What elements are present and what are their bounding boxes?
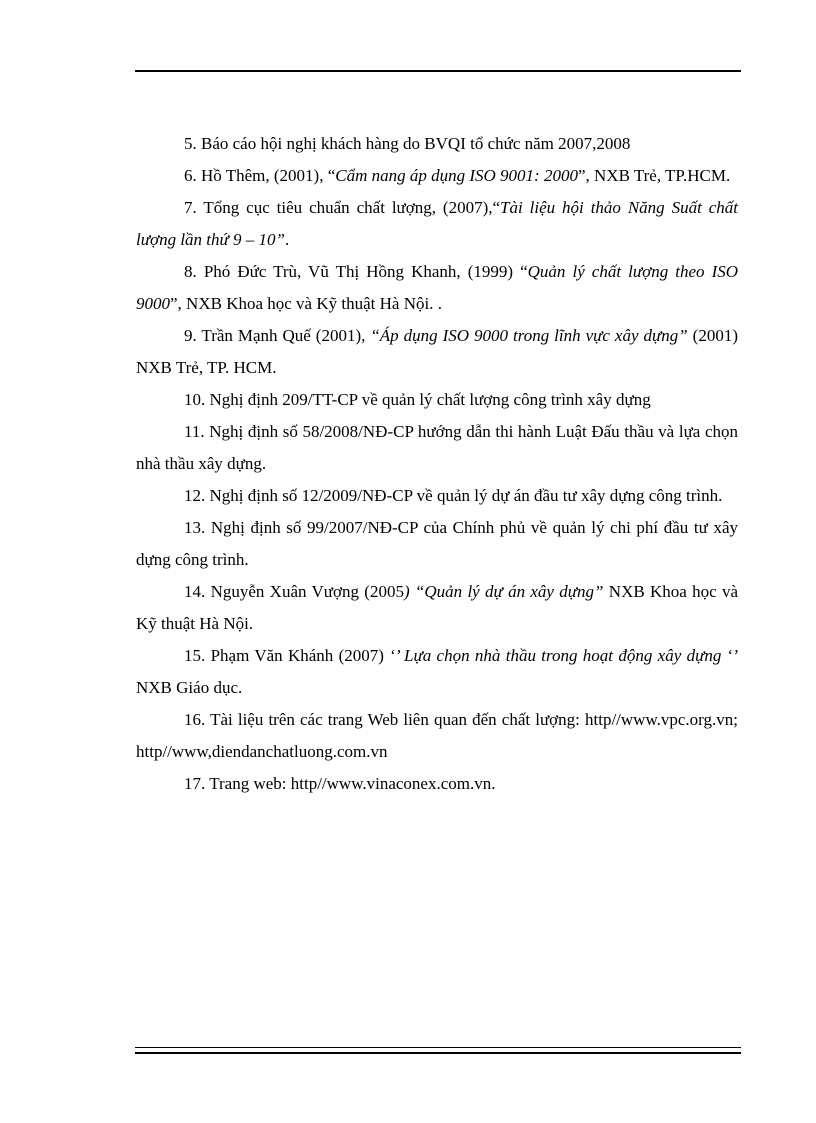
reference-item: [136, 320, 738, 384]
reference-text: Nghị định 209/TT-CP về quản lý chất lượng công trình xây dựng: [209, 390, 651, 409]
reference-title: Quản lý chất lượng theo ISO 9000: [136, 262, 739, 313]
reference-number: 6.: [184, 166, 197, 185]
reference-number: 17.: [184, 774, 206, 793]
reference-number: 11.: [184, 422, 205, 441]
reference-text: Báo cáo hội nghị khách hàng do BVQI tổ chức năm 2007,2008: [201, 134, 631, 153]
reference-text: Tài liệu trên các trang Web liên quan đến chất lượng: http//www.vpc.org.vn; http//www,diendanchatluong.com.vn: [136, 710, 738, 761]
reference-text: Phạm Văn Khánh (2007): [210, 646, 390, 665]
reference-list: [136, 128, 738, 800]
reference-text: Phó Đức Trù, Vũ Thị Hồng Khanh, (1999) “: [203, 262, 528, 281]
reference-item: [136, 160, 738, 192]
reference-text: (2001) NXB Trẻ, TP. HCM.: [136, 326, 738, 377]
reference-item: [136, 256, 738, 320]
reference-item: [136, 704, 738, 768]
reference-item: [136, 512, 738, 576]
reference-number: 10.: [184, 390, 206, 409]
reference-text: Trần Mạnh Quế (2001),: [201, 326, 371, 345]
footer-rule: [135, 1047, 741, 1054]
reference-item: [136, 480, 738, 512]
reference-item: [136, 384, 738, 416]
reference-item: [136, 576, 738, 640]
reference-text: ”, NXB Khoa học và Kỹ thuật Hà Nội. .: [170, 294, 442, 313]
reference-number: 8.: [184, 262, 197, 281]
reference-text: Tổng cục tiêu chuẩn chất lượng, (2007),“: [203, 198, 501, 217]
reference-number: 9.: [184, 326, 197, 345]
reference-number: 7.: [184, 198, 197, 217]
reference-number: 15.: [184, 646, 206, 665]
reference-title: ‘’ Lựa chọn nhà thầu trong hoạt động xây dựng ‘’: [389, 646, 738, 665]
reference-text: NXB Khoa học và Kỹ thuật Hà Nội.: [136, 582, 739, 633]
reference-text: Hồ Thêm, (2001), “: [201, 166, 336, 185]
reference-number: 13.: [184, 518, 206, 537]
reference-text: Trang web: http//www.vinaconex.com.vn.: [209, 774, 496, 793]
reference-title: Tài liệu hội thảo Năng Suất chất lượng lần thứ 9 – 10”: [136, 198, 738, 249]
reference-text: NXB Giáo dục.: [136, 678, 243, 697]
reference-text: ”, NXB Trẻ, TP.HCM.: [577, 166, 731, 185]
reference-item: [136, 640, 738, 704]
reference-number: 5.: [184, 134, 197, 153]
reference-number: 16.: [184, 710, 206, 729]
reference-title: ) “Quản lý dự án xây dựng”: [403, 582, 604, 601]
reference-item: [136, 128, 738, 160]
reference-text: Nguyễn Xuân Vượng (2005: [210, 582, 404, 601]
reference-text: .: [285, 230, 290, 249]
header-rule: [135, 70, 741, 72]
reference-title: Cẩm nang áp dụng ISO 9001: 2000: [335, 166, 578, 185]
reference-title: “Áp dụng ISO 9000 trong lĩnh vực xây dựng”: [370, 326, 688, 345]
reference-text: Nghị định số 12/2009/NĐ-CP về quản lý dự án đầu tư xây dựng công trình.: [209, 486, 723, 505]
reference-item: [136, 768, 738, 800]
reference-text: Nghị định số 99/2007/NĐ-CP của Chính phủ về quản lý chi phí đầu tư xây dựng công trình.: [136, 518, 738, 569]
reference-text: Nghị định số 58/2008/NĐ-CP hướng dẫn thi hành Luật Đấu thầu và lựa chọn nhà thầu xây dựng.: [136, 422, 738, 473]
reference-number: 12.: [184, 486, 206, 505]
reference-item: [136, 416, 738, 480]
reference-item: [136, 192, 738, 256]
reference-number: 14.: [184, 582, 206, 601]
